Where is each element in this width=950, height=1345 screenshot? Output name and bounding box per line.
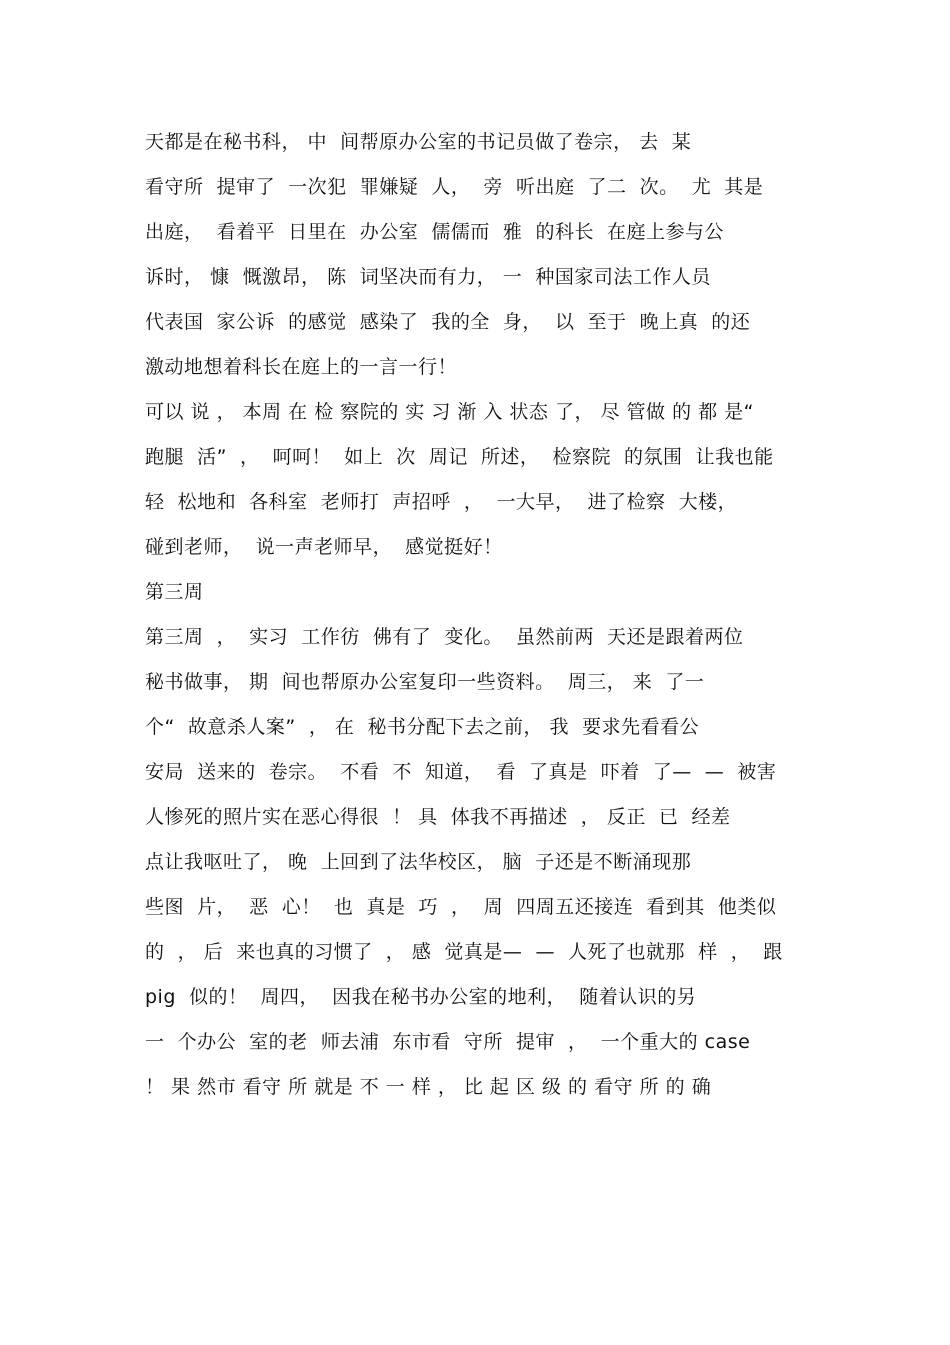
text-line: 可以 说 ， 本周 在 检 察院的 实 习 渐 入 状态 了， 尽 管做 的 都 是“ [145, 401, 755, 423]
text-line: 轻 松地和 各科室 老师打 声招呼 ， 一大早， 进了检察 大楼， [145, 491, 738, 513]
text-line: 诉时， 慷 慨激昂， 陈 词坚决而有力， 一 种国家司法工作人员 [145, 266, 711, 288]
text-line: 跑腿 活” ， 呵呵！ 如上 次 周记 所述， 检察院 的氛围 让我也能 [145, 446, 774, 468]
text-line: 人惨死的照片实在恶心得很 ！ 具 体我不再描述 ， 反正 已 经差 [145, 806, 731, 828]
text-line: 看守所 提审了 一次犯 罪嫌疑 人， 旁 听出庭 了二 次。 尤 其是 [145, 176, 764, 198]
body-text [145, 120, 810, 1110]
text-line: 出庭， 看着平 日里在 办公室 儒儒而 雅 的科长 在庭上参与公 [145, 221, 725, 243]
text-line: ！ 果 然市 看守 所 就是 不 一 样 ， 比 起 区 级 的 看守 所 的 确 [145, 1076, 712, 1098]
text-line: 碰到老师， 说一声老师早， 感觉挺好！ [145, 536, 503, 558]
text-line: 激动地想着科长在庭上的一言一行！ [145, 356, 458, 378]
text-line: 安局 送来的 卷宗。 不看 不 知道， 看 了真是 吓着 了— — 被害 [145, 761, 777, 783]
text-line: 些图 片， 恶 心！ 也 真是 巧 ， 周 四周五还接连 看到其 他类似 [145, 896, 777, 918]
text-line: pig 似的！ 周四， 因我在秘书办公室的地利， 随着认识的另 [145, 986, 697, 1008]
text-line: 的 ， 后 来也真的习惯了 ， 感 觉真是— — 人死了也就那 样 ， 跟 [145, 941, 783, 963]
text-line: 代表国 家公诉 的感觉 感染了 我的全 身， 以 至于 晚上真 的还 [145, 311, 751, 333]
text-line: 点让我呕吐了， 晚 上回到了法华校区， 脑 子还是不断涌现那 [145, 851, 692, 873]
text-line: 天都是在秘书科， 中 间帮原办公室的书记员做了卷宗， 去 某 [145, 131, 692, 153]
section-heading: 第三周 [145, 581, 204, 603]
text-line: 一 个办公 室的老 师去浦 东市看 守所 提审 ， 一个重大的 case [145, 1031, 751, 1053]
text-line: 秘书做事， 期 间也帮原办公室复印一些资料。 周三， 来 了一 [145, 671, 705, 693]
text-line: 第三周 ， 实习 工作彷 佛有了 变化。 虽然前两 天还是跟着两位 [145, 626, 744, 648]
text-line: 个“ 故意杀人案” ， 在 秘书分配下去之前， 我 要求先看看公 [145, 716, 700, 738]
